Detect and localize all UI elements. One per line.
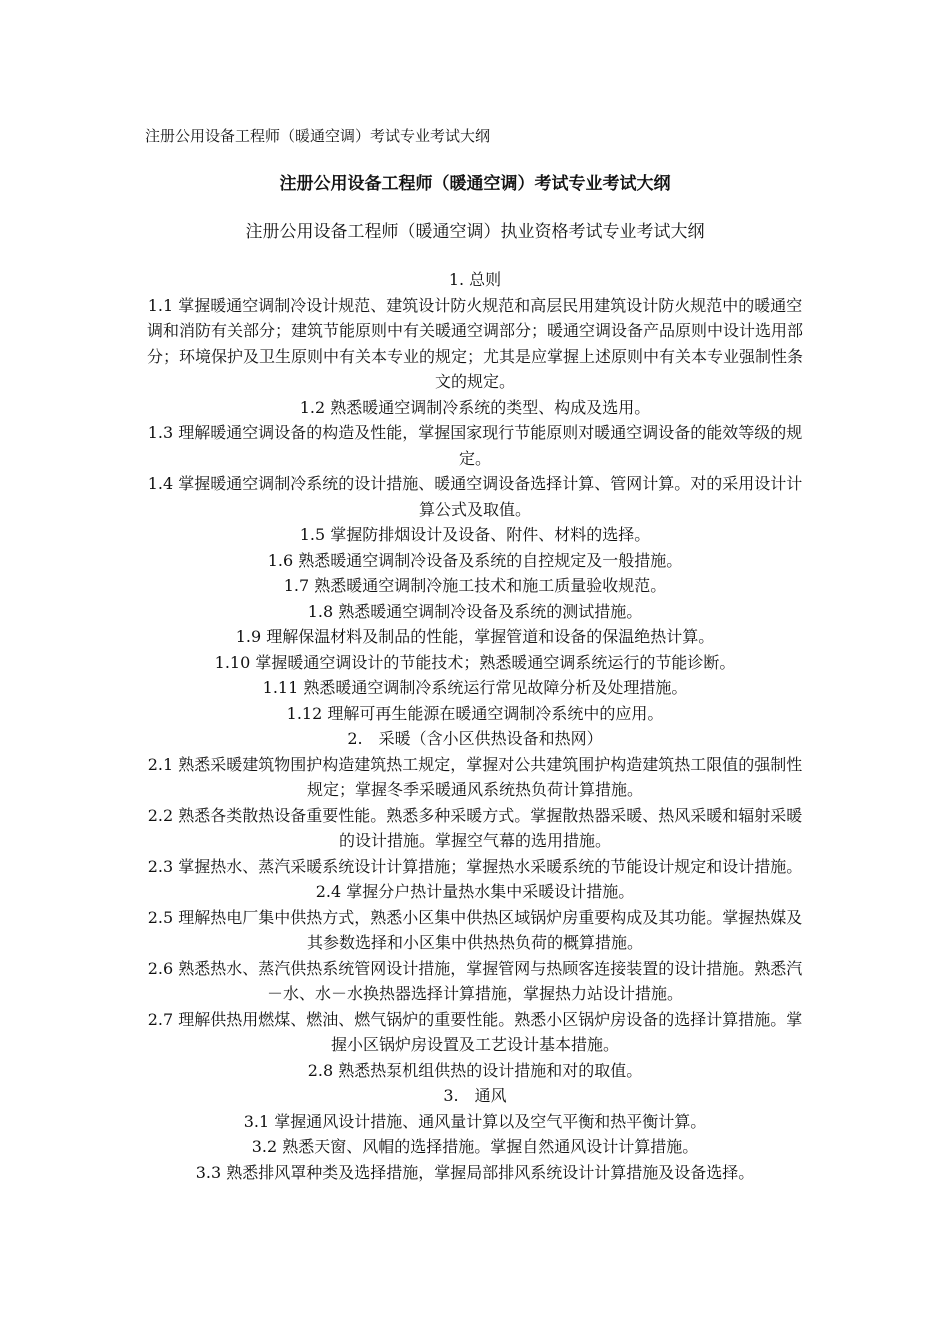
clause-1-2: 1.2 熟悉暖通空调制冷系统的类型、构成及选用。 [299, 397, 651, 417]
clause-1-10: 1.10 掌握暖通空调设计的节能技术；熟悉暖通空调系统运行的节能诊断。 [214, 652, 736, 672]
clause-2-4: 2.4 掌握分户热计量热水集中采暖设计措施。 [315, 882, 635, 901]
clause-1-9: 1.9 理解保温材料及制品的性能，掌握管道和设备的保温绝热计算。 [235, 627, 715, 646]
section-heading-heating: 2. 采暖（含小区供热设备和热网） [347, 729, 603, 748]
section-heading-ventilation: 3. 通风 [443, 1086, 507, 1105]
clause-1-11: 1.11 熟悉暖通空调制冷系统运行常见故障分析及处理措施。 [262, 678, 688, 697]
clause-1-5: 1.5 掌握防排烟设计及设备、附件、材料的选择。 [299, 525, 651, 544]
clause-1-12: 1.12 理解可再生能源在暖通空调制冷系统中的应用。 [286, 703, 664, 723]
clause-2-7: 2.7 理解供热用燃煤、燃油、燃气锅炉的重要性能。熟悉小区锅炉房设备的选择计算措施。掌握小区锅炉房设置及工艺设计基本措施。 [147, 1009, 803, 1054]
clause-2-1: 2.1 熟悉采暖建筑物围护构造建筑热工规定，掌握对公共建筑围护构造建筑热工限值的强制性规定；掌握冬季采暖通风系统热负荷计算措施。 [147, 754, 803, 799]
clause-1-1: 1.1 掌握暖通空调制冷设计规范、建筑设计防火规范和高层民用建筑设计防火规范中的暖通空调和消防有关部分；建筑节能原则中有关暖通空调部分；暖通空调设备产品原则中设计选用部分；环境保护及卫生原则中有关本专业的规定；尤其是应掌握上述原则中有关本专业强制性条文的规定。 [146, 295, 803, 391]
clause-2-5: 2.5 理解热电厂集中供热方式，熟悉小区集中供热区域锅炉房重要构成及其功能。掌握热媒及其参数选择和小区集中供热热负荷的概算措施。 [147, 907, 803, 952]
clause-1-7: 1.7 熟悉暖通空调制冷施工技术和施工质量验收规范。 [283, 576, 667, 595]
document-body [145, 267, 805, 1185]
document-subtitle: 注册公用设备工程师（暖通空调）执业资格考试专业考试大纲 [245, 222, 705, 242]
clause-2-6: 2.6 熟悉热水、蒸汽供热系统管网设计措施，掌握管网与热顾客连接装置的设计措施。熟悉汽－水、水－水换热器选择计算措施，掌握热力站设计措施。 [147, 958, 803, 1003]
clause-1-3: 1.3 理解暖通空调设备的构造及性能，掌握国家现行节能原则对暖通空调设备的能效等级的规定。 [147, 423, 803, 468]
clause-2-3: 2.3 掌握热水、蒸汽采暖系统设计计算措施；掌握热水采暖系统的节能设计规定和设计措施。 [147, 856, 803, 876]
clause-2-8: 2.8 熟悉热泵机组供热的设计措施和对的取值。 [307, 1060, 643, 1080]
running-header: 注册公用设备工程师（暖通空调）考试专业考试大纲 [145, 127, 491, 145]
clause-3-1: 3.1 掌握通风设计措施、通风量计算以及空气平衡和热平衡计算。 [243, 1111, 707, 1131]
section-heading-general: 1. 总则 [448, 270, 502, 289]
document-title: 注册公用设备工程师（暖通空调）考试专业考试大纲 [279, 174, 671, 194]
clause-3-3: 3.3 熟悉排风罩种类及选择措施，掌握局部排风系统设计计算措施及设备选择。 [195, 1162, 755, 1182]
clause-2-2: 2.2 熟悉各类散热设备重要性能。熟悉多种采暖方式。掌握散热器采暖、热风采暖和辐射采暖的设计措施。掌握空气幕的选用措施。 [147, 805, 803, 850]
clause-3-2: 3.2 熟悉天窗、风帽的选择措施。掌握自然通风设计计算措施。 [251, 1137, 699, 1156]
clause-1-8: 1.8 熟悉暖通空调制冷设备及系统的测试措施。 [307, 601, 643, 621]
clause-1-6: 1.6 熟悉暖通空调制冷设备及系统的自控规定及一般措施。 [267, 550, 683, 570]
clause-1-4: 1.4 掌握暖通空调制冷系统的设计措施、暖通空调设备选择计算、管网计算。对的采用设计计算公式及取值。 [147, 474, 803, 519]
